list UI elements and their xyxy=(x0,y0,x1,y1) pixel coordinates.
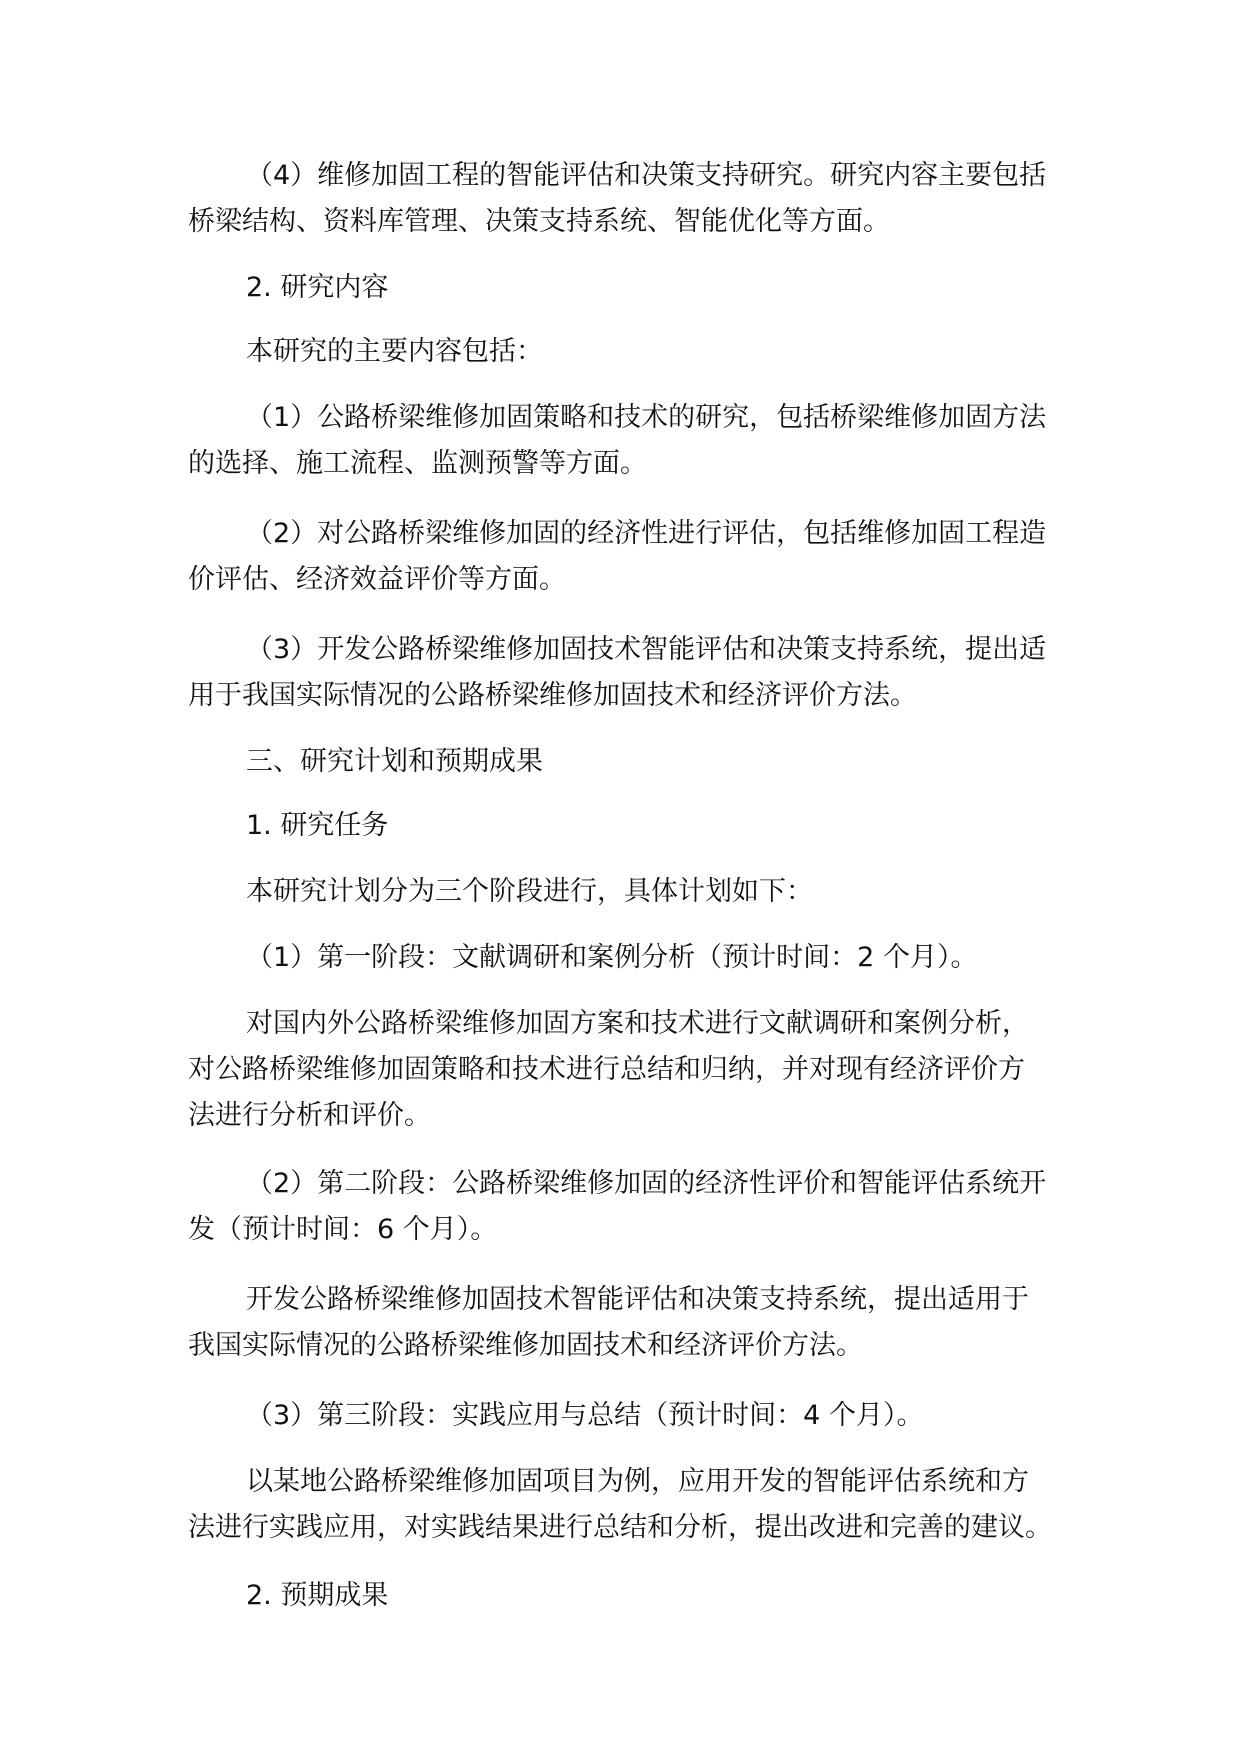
text-line: 法进行分析和评价。 xyxy=(188,1100,431,1131)
section-heading: 2. 研究内容 xyxy=(246,272,389,303)
text-line: 发（预计时间：6 个月）。 xyxy=(188,1214,498,1245)
text-line: （1）第一阶段：文献调研和案例分析（预计时间：2 个月）。 xyxy=(246,942,978,973)
text-line: 开发公路桥梁维修加固技术智能评估和决策支持系统，提出适用于 xyxy=(246,1284,1029,1315)
text-line: （3）第三阶段：实践应用与总结（预计时间：4 个月）。 xyxy=(246,1400,924,1431)
text-line: 桥梁结构、资料库管理、决策支持系统、智能优化等方面。 xyxy=(188,206,890,237)
section-heading: 1. 研究任务 xyxy=(246,810,389,841)
text-line: 本研究的主要内容包括： xyxy=(246,336,543,367)
text-line: 本研究计划分为三个阶段进行，具体计划如下： xyxy=(246,876,813,907)
text-line: 用于我国实际情况的公路桥梁维修加固技术和经济评价方法。 xyxy=(188,680,917,711)
text-line: 以某地公路桥梁维修加固项目为例，应用开发的智能评估系统和方 xyxy=(246,1466,1029,1497)
text-line: （2）第二阶段：公路桥梁维修加固的经济性评价和智能评估系统开 xyxy=(246,1168,1047,1199)
text-line: 法进行实践应用，对实践结果进行总结和分析，提出改进和完善的建议。 xyxy=(188,1512,1052,1543)
text-line: （1）公路桥梁维修加固策略和技术的研究，包括桥梁维修加固方法 xyxy=(246,402,1047,433)
section-heading: 2. 预期成果 xyxy=(246,1580,389,1611)
text-line: （3）开发公路桥梁维修加固技术智能评估和决策支持系统，提出适 xyxy=(246,634,1047,665)
text-line: 价评估、经济效益评价等方面。 xyxy=(188,564,566,595)
text-line: （2）对公路桥梁维修加固的经济性进行评估，包括维修加固工程造 xyxy=(246,518,1047,549)
text-line: 对公路桥梁维修加固策略和技术进行总结和归纳，并对现有经济评价方 xyxy=(188,1054,1025,1085)
text-line: 的选择、施工流程、监测预警等方面。 xyxy=(188,448,647,479)
text-line: 我国实际情况的公路桥梁维修加固技术和经济评价方法。 xyxy=(188,1330,863,1361)
text-line: （4）维修加固工程的智能评估和决策支持研究。研究内容主要包括 xyxy=(246,160,1047,191)
text-line: 对国内外公路桥梁维修加固方案和技术进行文献调研和案例分析， xyxy=(246,1008,1029,1039)
section-heading: 三、研究计划和预期成果 xyxy=(246,746,543,777)
